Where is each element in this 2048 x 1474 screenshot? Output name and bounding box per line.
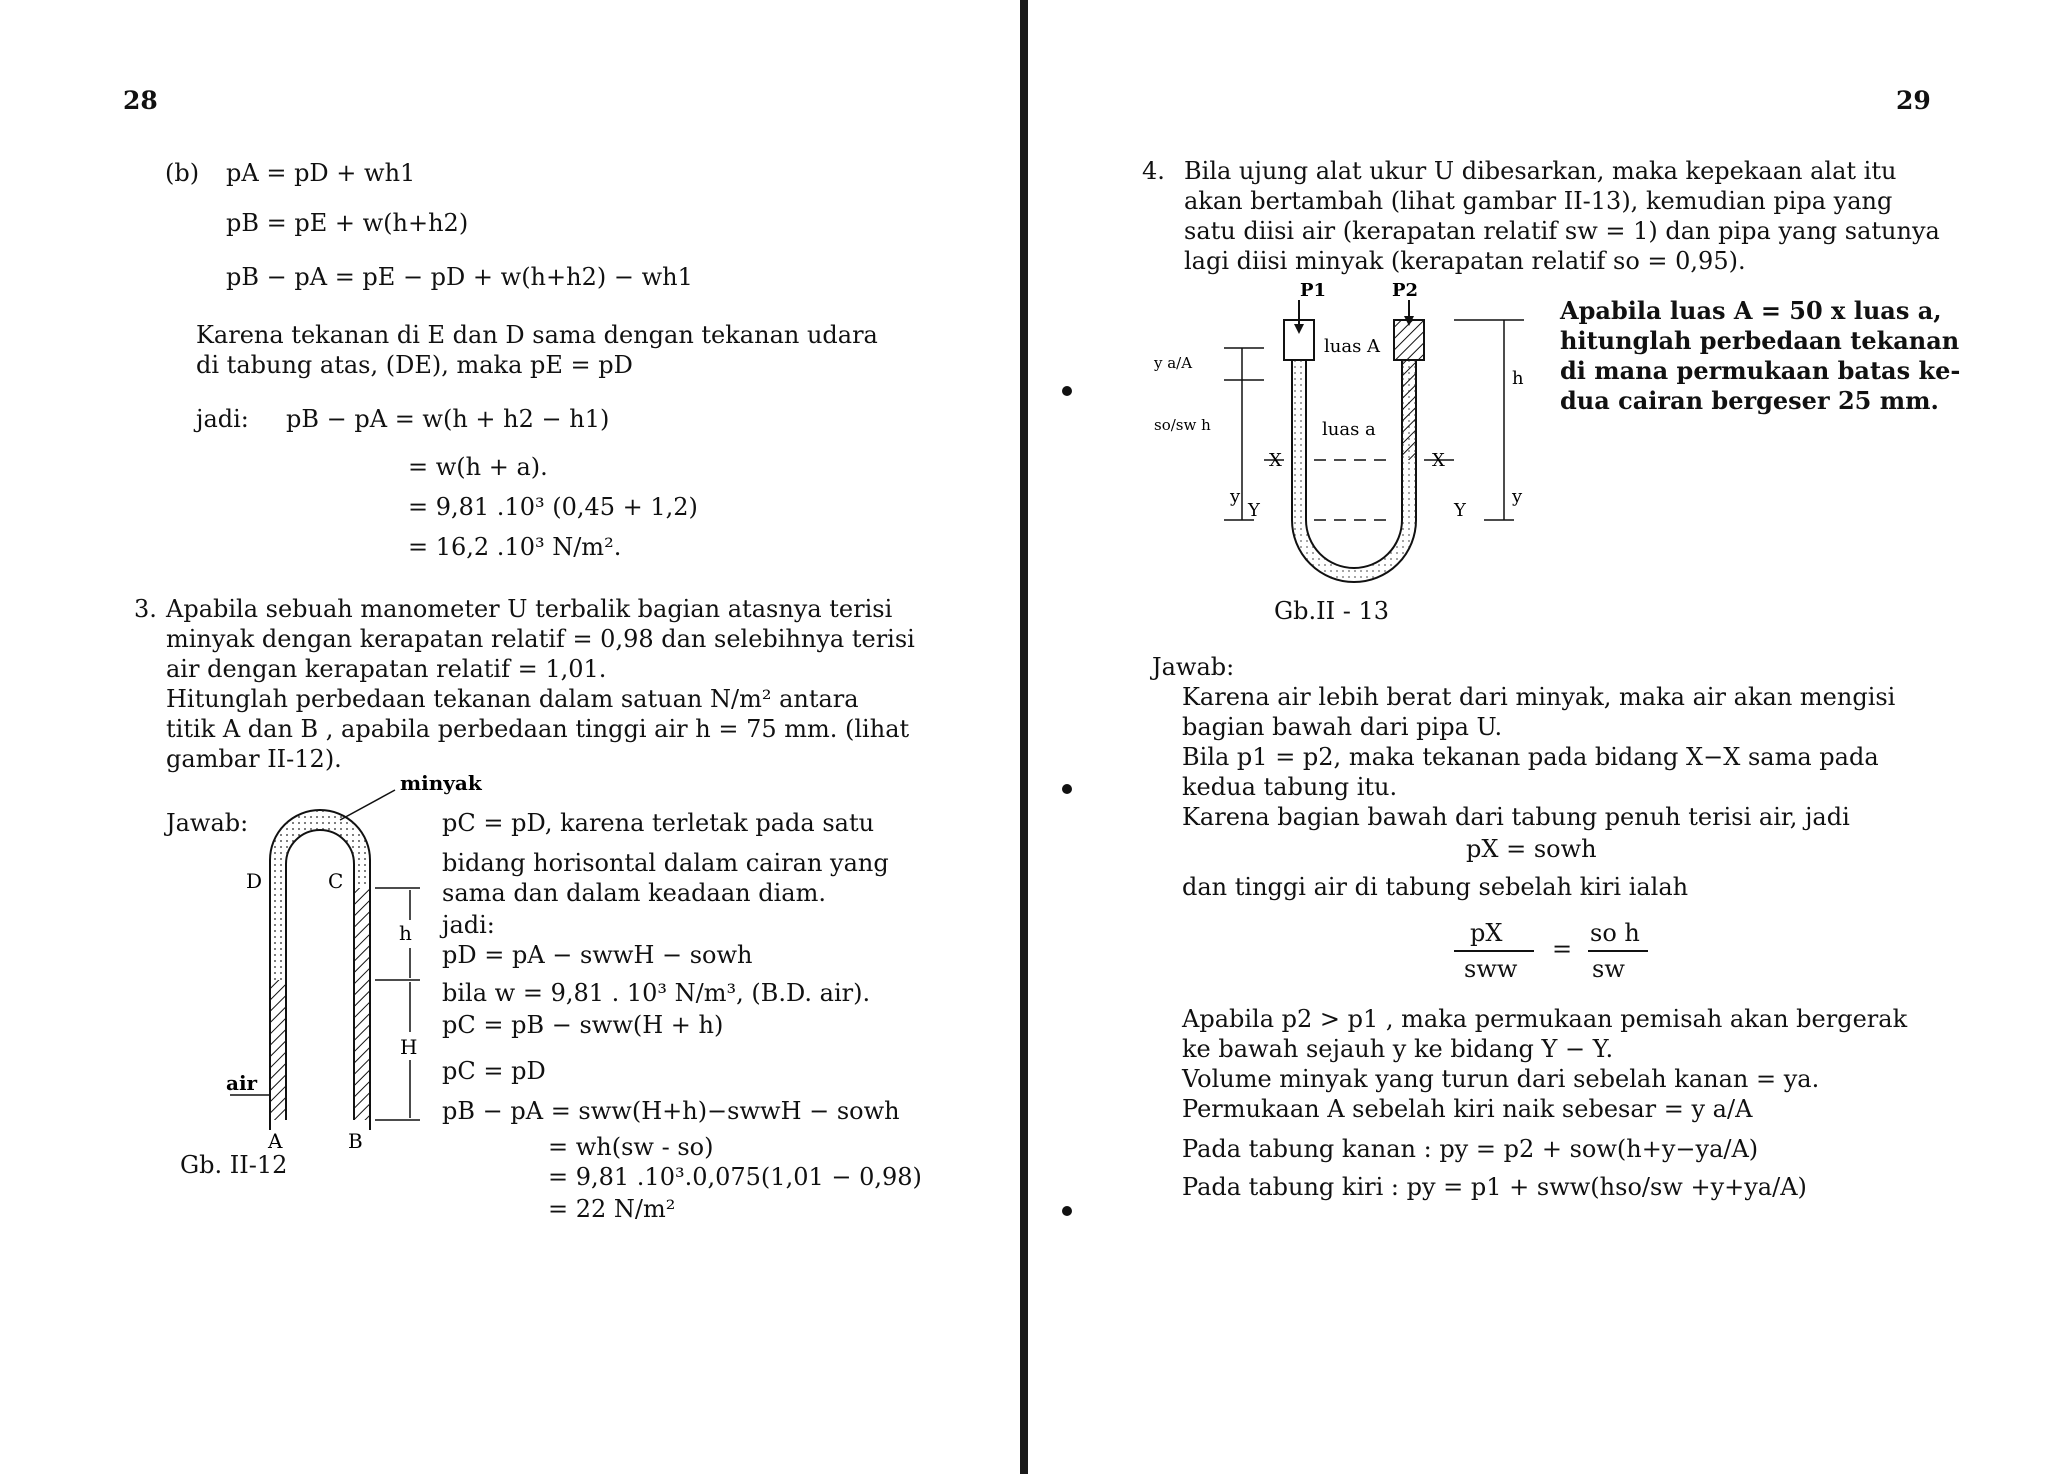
so-sw-h-label: so/sw h	[1154, 416, 1211, 434]
result-line: = 16,2 .10³ N/m².	[408, 533, 622, 561]
answer-line: Karena bagian bawah dari tabung penuh terisi air, jadi	[1182, 803, 1850, 831]
x-right-label: X	[1432, 450, 1445, 471]
solution-line: pC = pD, karena terletak pada satu	[442, 809, 875, 837]
air-label: air	[226, 1071, 258, 1095]
solution-line: pD = pA − swwH − sowh	[442, 941, 753, 969]
figure-caption: Gb. II-12	[180, 1151, 288, 1179]
result-line: pB − pA = w(h + h2 − h1)	[286, 405, 610, 433]
equation-pa: pA = pD + wh1	[226, 159, 416, 187]
question-line: akan bertambah (lihat gambar II-13), kemudian pipa yang	[1184, 187, 1893, 215]
jawab-label: Jawab:	[166, 809, 249, 837]
binding-hole	[1062, 784, 1072, 794]
answer-line: ke bawah sejauh y ke bidang Y − Y.	[1182, 1035, 1614, 1063]
question-number: 4.	[1142, 157, 1165, 185]
paragraph-line: Karena tekanan di E dan D sama dengan tekanan udara	[196, 321, 878, 349]
height-capital-h-label: H	[400, 1035, 418, 1059]
side-text-line: dua cairan bergeser 25 mm.	[1560, 386, 1939, 415]
answer-line: Permukaan A sebelah kiri naik sebesar = y a/A	[1182, 1095, 1753, 1123]
point-d-label: D	[246, 869, 263, 893]
label-b: (b)	[165, 159, 200, 187]
fraction-numerator-left: pX	[1470, 919, 1503, 947]
binding-hole	[1062, 1206, 1072, 1216]
result-line: = w(h + a).	[408, 453, 548, 481]
question-line: satu diisi air (kerapatan relatif sw = 1) dan pipa yang satunya	[1184, 217, 1940, 245]
answer-line: bagian bawah dari pipa U.	[1182, 713, 1503, 741]
answer-line: Pada tabung kanan : py = p2 + sow(h+y−ya/A)	[1182, 1135, 1759, 1163]
answer-line: Pada tabung kiri : py = p1 + sww(hso/sw +y+ya/A)	[1182, 1173, 1807, 1201]
fraction-bar-left	[1454, 950, 1534, 952]
luas-a-small-label: luas a	[1322, 419, 1376, 440]
solution-line: bila w = 9,81 . 10³ N/m³, (B.D. air).	[442, 979, 871, 1007]
equation-pb-minus-pa: pB − pA = pE − pD + w(h+h2) − wh1	[226, 263, 693, 291]
result-line: = 9,81 .10³ (0,45 + 1,2)	[408, 493, 698, 521]
question-line: Apabila sebuah manometer U terbalik bagian atasnya terisi	[166, 595, 893, 623]
fraction-bar-right	[1588, 950, 1648, 952]
solution-line: jadi:	[442, 911, 495, 939]
solution-line: bidang horisontal dalam cairan yang	[442, 849, 889, 877]
ya-ratio-label: y a/A	[1154, 354, 1193, 372]
solution-line: pC = pB − sww(H + h)	[442, 1011, 724, 1039]
point-b-label: B	[348, 1129, 363, 1153]
x-left-label: X	[1269, 450, 1282, 471]
question-line: minyak dengan kerapatan relatif = 0,98 dan selebihnya terisi	[166, 625, 915, 653]
answer-line: Volume minyak yang turun dari sebelah kanan = ya.	[1182, 1065, 1820, 1093]
solution-line: = wh(sw - so)	[548, 1133, 714, 1161]
p1-label: P1	[1300, 280, 1327, 301]
jadi-label: jadi:	[196, 405, 249, 433]
side-text-line: di mana permukaan batas ke-	[1560, 356, 1961, 385]
solution-line: pC = pD	[442, 1057, 546, 1085]
fraction-denominator-left: sww	[1464, 955, 1518, 983]
answer-line: kedua tabung itu.	[1182, 773, 1398, 801]
y-dimension-left-label: y	[1230, 486, 1241, 507]
point-c-label: C	[328, 869, 344, 893]
answer-line: Karena air lebih berat dari minyak, maka air akan mengisi	[1182, 683, 1896, 711]
answer-line: dan tinggi air di tabung sebelah kiri ialah	[1182, 873, 1689, 901]
answer-line: Apabila p2 > p1 , maka permukaan pemisah akan bergerak	[1182, 1005, 1908, 1033]
enlarged-u-manometer-diagram	[1124, 280, 1564, 620]
page-number-right: 29	[1896, 86, 1931, 115]
question-line: titik A dan B , apabila perbedaan tinggi air h = 75 mm. (lihat	[166, 715, 910, 743]
question-line: Hitunglah perbedaan tekanan dalam satuan N/m² antara	[166, 685, 859, 713]
question-line: lagi diisi minyak (kerapatan relatif so = 0,95).	[1184, 247, 1746, 275]
binding-hole	[1062, 386, 1072, 396]
solution-line: = 22 N/m²	[548, 1195, 676, 1223]
right-page	[1024, 0, 2048, 1474]
page-number-left: 28	[123, 86, 158, 115]
y-dimension-right-label: y	[1512, 486, 1523, 507]
figure-caption: Gb.II - 13	[1274, 597, 1390, 625]
side-text-line: hitunglah perbedaan tekanan	[1560, 326, 1960, 355]
p2-label: P2	[1392, 280, 1419, 301]
equals-sign: =	[1552, 935, 1573, 963]
point-a-label: A	[268, 1129, 283, 1153]
luas-a-big-label: luas A	[1324, 336, 1381, 357]
solution-line: = 9,81 .10³.0,075(1,01 − 0,98)	[548, 1163, 922, 1191]
y-right-label: Y	[1454, 500, 1466, 521]
fraction-numerator-right: so h	[1590, 919, 1640, 947]
jawab-label: Jawab:	[1152, 653, 1235, 681]
equation-pb: pB = pE + w(h+h2)	[226, 209, 469, 237]
question-line: air dengan kerapatan relatif = 1,01.	[166, 655, 607, 683]
h-dimension-label: h	[1512, 368, 1524, 389]
height-h-label: h	[399, 921, 412, 945]
y-left-label: Y	[1248, 500, 1260, 521]
question-number: 3.	[134, 595, 157, 623]
paragraph-line: di tabung atas, (DE), maka pE = pD	[196, 351, 633, 379]
solution-line: sama dan dalam keadaan diam.	[442, 879, 826, 907]
question-line: gambar II-12).	[166, 745, 342, 773]
answer-line: Bila p1 = p2, maka tekanan pada bidang X−X sama pada	[1182, 743, 1879, 771]
fraction-denominator-right: sw	[1592, 955, 1625, 983]
answer-equation: pX = sowh	[1466, 835, 1597, 863]
side-text-line: Apabila luas A = 50 x luas a,	[1560, 296, 1942, 325]
question-line: Bila ujung alat ukur U dibesarkan, maka kepekaan alat itu	[1184, 157, 1897, 185]
solution-line: pB − pA = sww(H+h)−swwH − sowh	[442, 1097, 900, 1125]
minyak-label: minyak	[400, 771, 482, 795]
